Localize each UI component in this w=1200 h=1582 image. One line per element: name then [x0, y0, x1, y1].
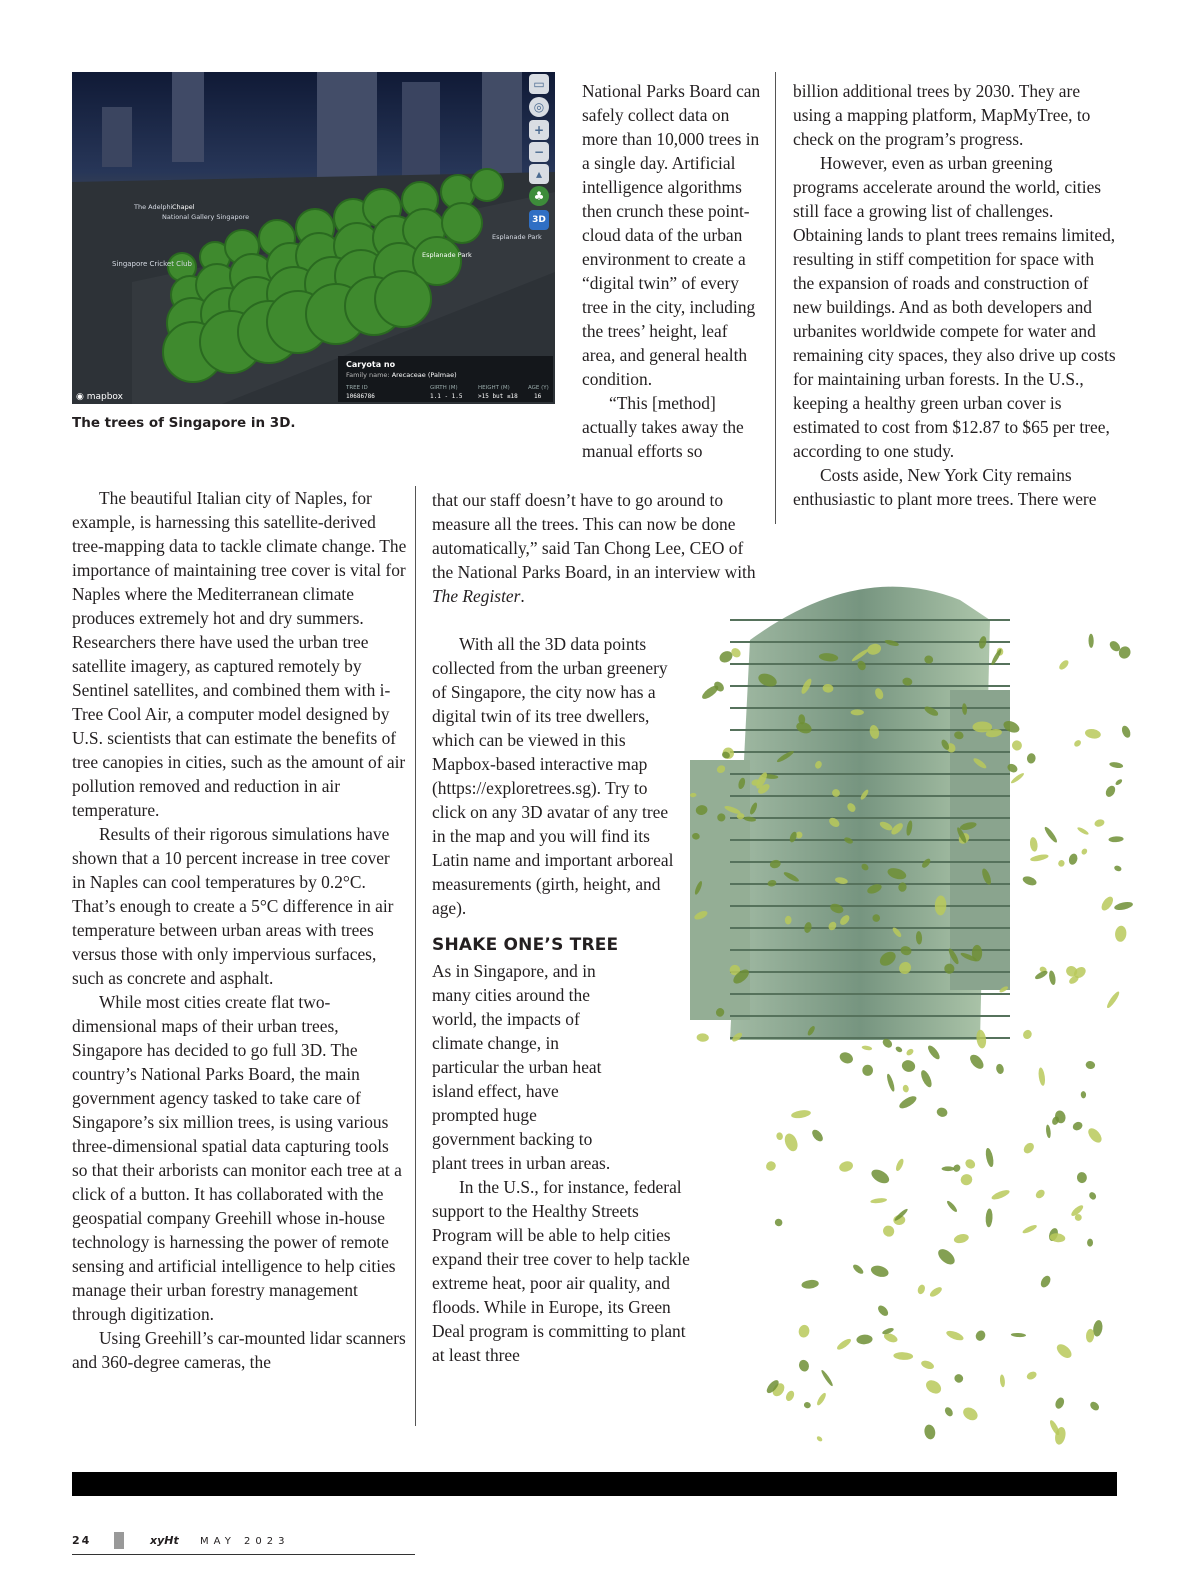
leaf — [1114, 901, 1134, 912]
leaf — [968, 1052, 987, 1071]
leaf — [1105, 990, 1121, 1009]
tree-name: Caryota no — [346, 360, 396, 369]
col-header: TREE ID — [346, 385, 368, 391]
leaf — [773, 1217, 784, 1228]
column-rule — [775, 72, 776, 524]
leaf — [776, 1132, 784, 1141]
leaf — [990, 1188, 1010, 1201]
leaf — [961, 1405, 980, 1423]
leaf — [1043, 825, 1059, 843]
leaf — [852, 1263, 865, 1275]
leaf — [861, 1045, 872, 1051]
leaf — [945, 1329, 965, 1342]
leaf — [700, 683, 720, 701]
paragraph: As in Singapore, and in many cities around the world, the impacts of climate change, in particular the urban heat island effect, have prompted huge government backing to plant trees in urban areas. — [432, 961, 611, 1173]
3d-toggle-button[interactable]: 3D — [529, 210, 549, 230]
leaf — [1068, 853, 1079, 866]
leaf — [784, 1389, 796, 1402]
paragraph: In the U.S., for instance, federal support to the Healthy Streets Program will be able to help cities expand their tree cover to help tackle extreme heat, poor air quality, and floods. While in Europe, its Green Deal program is committing to plant at least three — [432, 1177, 690, 1365]
leaf — [798, 1324, 811, 1339]
leaf — [902, 1084, 909, 1093]
map-label: Singapore Cricket Club — [112, 260, 192, 268]
leaf — [1038, 1067, 1046, 1086]
quote-end: . — [520, 586, 525, 606]
leaf — [985, 1208, 993, 1227]
leaf — [959, 1172, 974, 1187]
leaf — [696, 1033, 709, 1042]
age-value: 16 — [534, 393, 542, 400]
leaf — [1058, 659, 1071, 672]
leaf — [1021, 1028, 1033, 1040]
folio — [72, 1532, 415, 1555]
leaf — [1109, 761, 1124, 769]
paragraph: While most cities create flat two-dimensional maps of their urban trees, Singapore has decided to go full 3D. The country’s National Parks Board, the main government agency tasked to take care of Singapore’s six million trees, is using various three-dimensional spatial data capturing tools so that their arborists can monitor each tree at a click of a button. It has collaborated with the geospatial company Greehill whose in-house technology is harnessing the power of remote sensing and artificial intelligence to help cities manage their urban forestry management through digitization. — [72, 992, 402, 1324]
leaf — [1108, 836, 1123, 843]
leaf — [1010, 772, 1025, 785]
leaf — [893, 1352, 913, 1361]
leaf — [1045, 1124, 1051, 1138]
leaf — [798, 1359, 811, 1373]
leaf — [836, 1337, 853, 1351]
col-header: HEIGHT (M) — [478, 385, 510, 391]
leaf — [942, 1166, 955, 1171]
leaf — [895, 1045, 904, 1053]
leaf — [851, 709, 864, 715]
paragraph: “This [method] actually takes away the manual efforts so — [582, 393, 744, 461]
leaf — [953, 1233, 970, 1245]
section-subhead: SHAKE ONE’S TREE — [432, 935, 619, 955]
leaf — [964, 1157, 977, 1170]
leaf — [1076, 1172, 1087, 1184]
leaf — [1054, 1396, 1066, 1410]
leaf — [1115, 778, 1124, 786]
leaf — [905, 1048, 915, 1057]
building-shape — [402, 82, 440, 177]
issue-date: MAY 2023 — [200, 1536, 290, 1547]
leaf — [886, 1073, 896, 1092]
leaf — [935, 1246, 957, 1267]
leaf — [1104, 784, 1117, 798]
paragraph: Using Greehill’s car-mounted lidar scanners and 360-degree cameras, the — [72, 1328, 406, 1372]
family-row — [346, 371, 457, 379]
leaf — [870, 1264, 890, 1279]
tree-info-popup — [338, 356, 553, 402]
col-header: GIRTH (M) — [430, 385, 458, 391]
publication-title: The Register — [432, 586, 521, 606]
leaf — [952, 1163, 962, 1173]
leaf — [870, 1197, 887, 1204]
leaf — [1081, 1091, 1087, 1098]
building-shape — [102, 107, 132, 167]
leaf — [1076, 826, 1089, 836]
leaf — [838, 1050, 855, 1065]
leaf — [1089, 1400, 1101, 1412]
leaf — [1034, 1188, 1046, 1200]
page-number: 24 — [72, 1534, 92, 1547]
leaf — [943, 1406, 954, 1418]
tilt-button[interactable]: ▴ — [529, 164, 549, 184]
leaf — [1086, 1126, 1104, 1145]
magazine-logo: xyHt — [150, 1534, 179, 1547]
leaf — [999, 1374, 1005, 1387]
leaf — [995, 1063, 1005, 1075]
leaf — [916, 1284, 926, 1296]
leaf — [1071, 1120, 1084, 1132]
leaf — [920, 1359, 935, 1371]
leaf — [897, 1094, 918, 1111]
height-value: >15 but ≤18 — [478, 393, 518, 400]
paragraph: Results of their rigorous simulations have shown that a 10 percent increase in tree cover in Naples can cool temperatures by 0.2°C. That’s enough to create a 5°C difference in air temperature between urban areas with trees versus those with only impervious surfaces, such as concrete and asphalt. — [72, 824, 394, 988]
leaf — [1029, 837, 1038, 853]
leaf — [923, 1424, 936, 1441]
leaf — [803, 1401, 811, 1409]
building-shape — [172, 72, 204, 162]
leaf — [1030, 853, 1049, 862]
compass-icon[interactable]: ◎ — [529, 97, 549, 117]
map-scene — [72, 72, 555, 404]
girth-value: 1.1 - 1.5 — [430, 393, 463, 400]
leaf — [1011, 1333, 1026, 1338]
mapbox-logo-text: mapbox — [86, 392, 123, 402]
leaf — [810, 1128, 825, 1144]
leaf — [869, 1167, 891, 1186]
leaf — [926, 1044, 942, 1061]
paragraph: With all the 3D data points collected from the urban greenery of Singapore, the city now has a digital twin of its tree dwellers, which can be viewed in this Mapbox-based interactive map (https://exploretrees.sg). Try to click on any 3D avatar of any tree in the map and you will find its Latin name and important arboreal measurements (girth, height, and age). — [432, 634, 674, 918]
leaf — [1022, 1223, 1038, 1234]
leaf — [1113, 865, 1122, 873]
leaf — [1073, 739, 1082, 748]
tree-icon[interactable]: ♣ — [529, 186, 549, 206]
leaf — [1026, 753, 1036, 764]
leaf — [1099, 895, 1115, 913]
tree-canopy[interactable] — [442, 203, 482, 243]
column-3 — [793, 79, 1118, 511]
tree-map-figure — [72, 72, 555, 404]
leaf — [900, 1059, 916, 1074]
leaf — [924, 1377, 944, 1396]
column-rule — [415, 486, 416, 1426]
leaf — [1057, 859, 1066, 868]
leaf — [791, 1109, 812, 1119]
folio-marker — [114, 1532, 124, 1549]
map-label: National Gallery Singapore — [162, 213, 250, 221]
col-header: AGE (Y) — [528, 385, 549, 391]
leaf — [838, 1160, 854, 1174]
paragraph: Costs aside, New York City remains enthusiastic to plant more trees. There were — [793, 465, 1097, 509]
family-value: Arecaceae (Palmae) — [391, 371, 457, 379]
leaf — [764, 1159, 777, 1172]
paragraph: The beautiful Italian city of Naples, for example, is harnessing this satellite-derived tree-mapping data to tackle climate change. The importance of maintaining tree cover is vital for Naples where the Mediterranean climate produces extremely hot and dry summers. Researchers there have used the urban tree satellite imagery, as captured remotely by Sentinel satellites, and combined them with i-Tree Cool Air, a computer model designed by U.S. scientists that can estimate the benefits of tree canopies in cities, such as the amount of air pollution removed and reduction in air temperature. — [72, 488, 407, 820]
paragraph: National Parks Board can safely collect data on more than 10,000 trees in a single day. Artificial intelligence algorithms then crunch these point-cloud data of the urban environment to create a “digital twin” of every tree in the city, including the trees’ height, leaf area, and general health condition. — [582, 81, 761, 389]
map-layers-icon[interactable]: ▭ — [529, 74, 549, 94]
leaf — [1114, 925, 1127, 942]
leaf — [953, 1373, 965, 1384]
leaf — [1048, 970, 1056, 986]
map-label: The Adelphi — [134, 203, 173, 211]
building-shape — [317, 72, 377, 182]
footer-bar — [72, 1472, 1117, 1496]
leaf — [936, 1106, 949, 1118]
quote-text: that our staff doesn’t have to go around to measure all the trees. This can now be done automatically,” said Tan Chong Lee, CEO of the National Parks Board, in an interview with — [432, 490, 756, 582]
leaf — [974, 1329, 987, 1343]
leaf — [862, 1065, 873, 1076]
leaf — [876, 1304, 890, 1318]
leaf — [984, 1147, 994, 1167]
paragraph: billion additional trees by 2030. They are using a mapping platform, MapMyTree, to check on the program’s progress. — [793, 81, 1091, 149]
leaf — [815, 1392, 827, 1407]
paragraph — [432, 488, 757, 608]
leaf — [1039, 1274, 1053, 1289]
leaf — [946, 1200, 959, 1214]
figure-caption: The trees of Singapore in 3D. — [72, 415, 296, 431]
paragraph: However, even as urban greening programs accelerate around the world, cities still face a growing list of challenges. Obtaining lands to plant trees remains limited, resulting in stiff competition for space with the expansion of roads and construction of new buildings. And as both developers and urbanites worldwide compete for water and remaining city spaces, they also drive up costs for maintaining urban forests. In the U.S., keeping a healthy green urban cover is estimated to cost from $12.87 to $65 per tree, according to one study. — [793, 153, 1116, 461]
leaf — [1025, 1370, 1038, 1381]
map-label: Chapel — [172, 203, 195, 211]
leaf — [919, 1069, 934, 1089]
column-1 — [72, 486, 407, 1374]
column-2-lower — [432, 632, 690, 1367]
leaf — [1022, 1141, 1036, 1155]
leaf — [1087, 1238, 1093, 1246]
leaf — [1085, 1060, 1096, 1070]
leaf — [894, 1158, 905, 1172]
leaf — [1094, 818, 1106, 828]
leaf — [820, 1369, 834, 1387]
leaf — [1022, 875, 1038, 887]
zoom-in-button[interactable]: + — [529, 120, 549, 140]
leaf — [1010, 739, 1023, 752]
map-label: Esplanade Park — [422, 251, 472, 259]
leaf — [1048, 1419, 1061, 1436]
leaf — [1088, 1191, 1098, 1201]
leaf — [1120, 724, 1132, 738]
leaf — [801, 1279, 819, 1290]
column-2-top — [582, 79, 762, 463]
mapbox-logo: ◉ mapbox — [76, 392, 123, 402]
tree-canopy[interactable] — [375, 271, 431, 327]
leaf — [1054, 1342, 1074, 1361]
zoom-out-button[interactable]: − — [529, 142, 549, 162]
tree-canopy[interactable] — [471, 169, 503, 201]
tree-id-value: 10686786 — [346, 393, 375, 400]
leaf — [928, 1285, 943, 1298]
leaf — [973, 722, 993, 733]
leaf — [1088, 634, 1093, 648]
column-2-mid — [432, 488, 757, 608]
leaf — [816, 1435, 823, 1442]
leaf — [1084, 728, 1101, 740]
building-foliage-illustration — [630, 560, 1140, 1460]
family-label: Family name: — [346, 371, 390, 379]
leaf — [782, 1132, 800, 1153]
map-label: Esplanade Park — [492, 233, 542, 241]
leaf — [1080, 847, 1088, 855]
leaf — [856, 1334, 873, 1345]
leaf — [881, 1223, 897, 1239]
